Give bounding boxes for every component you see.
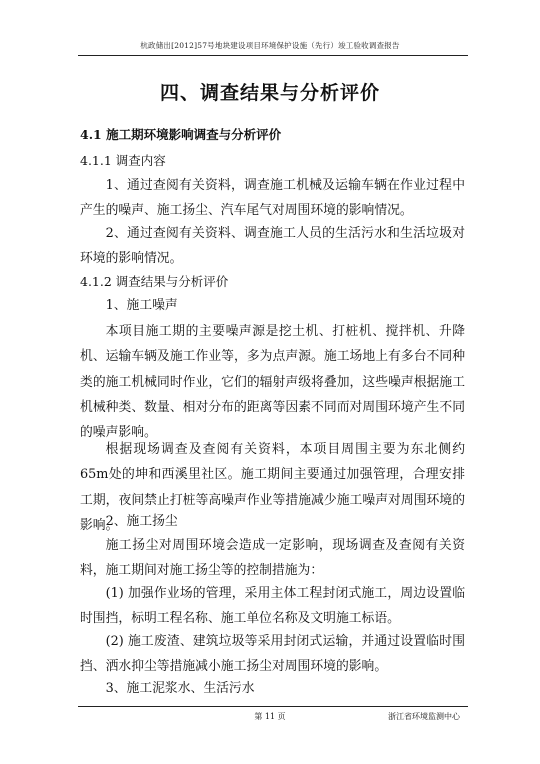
subheading-dust: 2、施工扬尘 xyxy=(105,514,178,529)
section-heading-4-1: 4.1 施工期环境影响调查与分析评价 xyxy=(80,127,282,142)
subheading-wastewater: 3、施工泥浆水、生活污水 xyxy=(105,681,255,696)
page-number: 第 11 页 xyxy=(254,712,286,721)
paragraph-dust: 施工扬尘对周围环境会造成一定影响，现场调查及查阅有关资料，施工期间对施工扬尘等的控制措施为： xyxy=(80,538,465,579)
chapter-title: 四、调查结果与分析评价 xyxy=(159,82,380,104)
paragraph-noise: 本项目施工期的主要噪声源是挖土机、打桩机、搅拌机、升降机、运输车辆及施工作业等，多为点声源。施工场地上有多台不同种类的施工机械同时作业，它们的辐射声级将叠加，这些噪声根据施工机械种类、数量、相对分布的距离等因素不同而对周围环境产生不同的噪声影响。 xyxy=(80,324,465,441)
section-heading-4-1-1: 4.1.1 调查内容 xyxy=(80,153,166,168)
paragraph-dust-measure-1: (1) 加强作业场的管理，采用主体工程封闭式施工，周边设置临时围挡，标明工程名称、施工单位名称及文明施工标语。 xyxy=(80,586,465,627)
paragraph-1: 1、通过查阅有关资料，调查施工机械及运输车辆在作业过程中产生的噪声、施工扬尘、汽车尾气对周围环境的影响情况。 xyxy=(80,178,465,219)
footer-organization: 浙江省环境监测中心 xyxy=(388,712,460,721)
paragraph-noise-survey: 根据现场调查及查阅有关资料，本项目周围主要为东北侧约65m处的坤和西溪里社区。施工期间主要通过加强管理，合理安排工期，夜间禁止打桩等高噪声作业等措施减少施工噪声对周围环境的影响。 xyxy=(80,442,465,533)
subheading-noise: 1、施工噪声 xyxy=(105,298,178,313)
paragraph-2: 2、通过查阅有关资料、调查施工人员的生活污水和生活垃圾对环境的影响情况。 xyxy=(80,226,465,267)
footer-divider xyxy=(78,706,468,707)
section-heading-4-1-2: 4.1.2 调查结果与分析评价 xyxy=(80,274,229,289)
running-header: 杭政储出[2012]57号地块建设项目环境保护设施（先行）竣工验收调查报告 xyxy=(140,41,400,50)
paragraph-dust-measure-2: (2) 施工废渣、建筑垃圾等采用封闭式运输，并通过设置临时围挡、洒水抑尘等措施减小施工扬尘对周围环境的影响。 xyxy=(80,634,465,675)
header-divider xyxy=(78,55,468,56)
